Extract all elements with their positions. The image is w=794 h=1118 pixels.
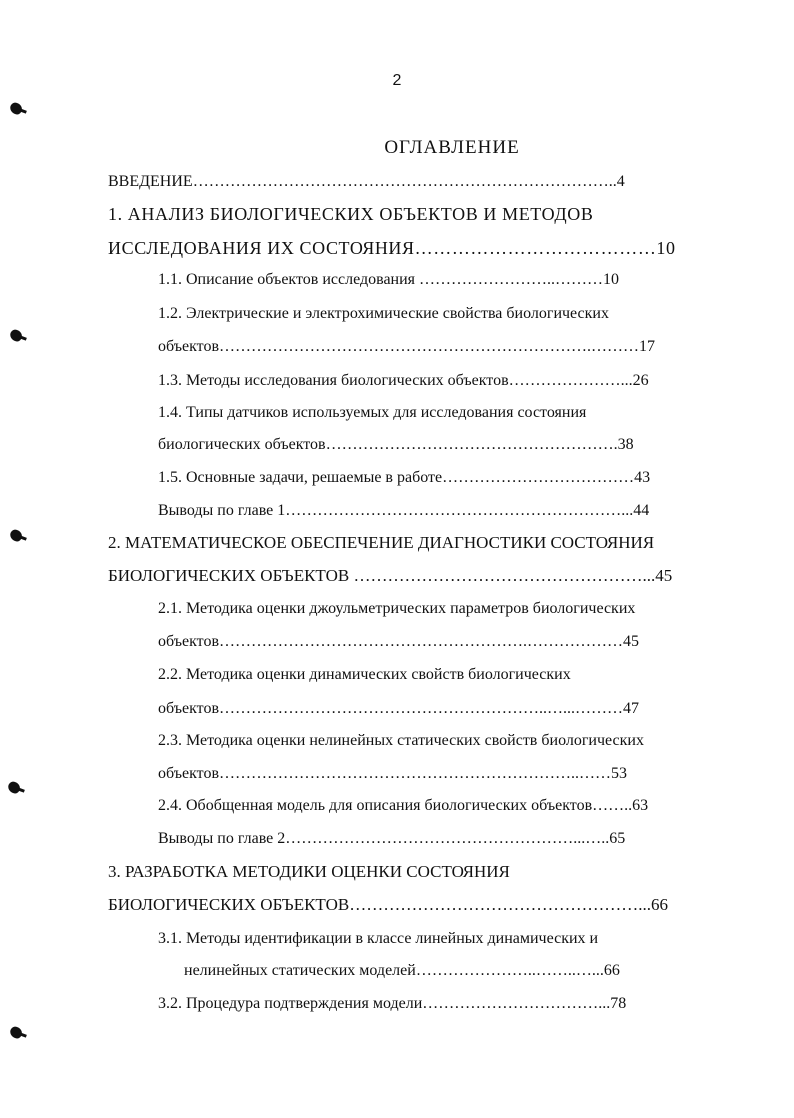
toc-entry: 1.3. Методы исследования биологических объектов…………………...26: [158, 372, 649, 389]
toc-entry: объектов…………………………………………………………..……53: [158, 765, 628, 782]
toc-entry: 1.1. Описание объектов исследования ……………………..………10: [158, 271, 620, 288]
toc-entry: 1.4. Типы датчиков используемых для исследования состояния: [158, 404, 587, 421]
page-number: 2: [392, 72, 402, 89]
binding-hole-mark: [8, 528, 23, 542]
binding-hole-mark: [8, 328, 23, 342]
binding-hole-mark: [8, 101, 23, 115]
toc-entry: 2.2. Методика оценки динамических свойств биологических: [158, 666, 571, 683]
toc-entry: 3.2. Процедура подтверждения модели……………………………...78: [158, 995, 627, 1012]
toc-entry: объектов………………………………………………….………………45: [158, 633, 640, 650]
toc-entry: 1. АНАЛИЗ БИОЛОГИЧЕСКИХ ОБЪЕКТОВ И МЕТОДОВ: [108, 204, 594, 224]
toc-entry: 2.4. Обобщенная модель для описания биологических объектов……..63: [158, 797, 649, 814]
toc-entry: Выводы по главе 1………………………………………………………...44: [158, 502, 650, 519]
toc-entry: 2.1. Методика оценки джоульметрических параметров биологических: [158, 600, 636, 617]
toc-entry: 2. МАТЕМАТИЧЕСКОЕ ОБЕСПЕЧЕНИЕ ДИАГНОСТИКИ СОСТОЯНИЯ: [108, 533, 655, 552]
toc-entry: 3.1. Методы идентификации в классе линейных динамических и: [158, 930, 599, 947]
toc-entry: объектов……………………………………………………..…...………47: [158, 700, 640, 717]
toc-entry: 1.2. Электрические и электрохимические свойства биологических: [158, 305, 609, 322]
toc-entry: объектов…………………………………………………………….………17: [158, 338, 656, 355]
binding-hole-mark: [8, 1025, 23, 1039]
toc-entry: ВВЕДЕНИЕ……………………………………………………………………..4: [108, 173, 625, 190]
toc-entry: биологических объектов……………………………………………….38: [158, 436, 634, 453]
toc-entry: БИОЛОГИЧЕСКИХ ОБЪЕКТОВ……………………………………………...66: [108, 895, 668, 914]
toc-entry: 3. РАЗРАБОТКА МЕТОДИКИ ОЦЕНКИ СОСТОЯНИЯ: [108, 862, 510, 881]
toc-title: ОГЛАВЛЕНИЕ: [384, 137, 520, 158]
toc-entry: 1.5. Основные задачи, решаемые в работе………………………………43: [158, 469, 651, 486]
toc-entry: нелинейных статических моделей…………………..……..…...66: [184, 962, 620, 979]
toc-entry: БИОЛОГИЧЕСКИХ ОБЪЕКТОВ ……………………………………………...45: [108, 566, 673, 585]
toc-entry: 2.3. Методика оценки нелинейных статических свойств биологических: [158, 732, 644, 749]
binding-hole-mark: [6, 780, 21, 794]
toc-entry: Выводы по главе 2………………………………………………...…..65: [158, 830, 626, 847]
toc-entry: ИССЛЕДОВАНИЯ ИХ СОСТОЯНИЯ…………………………………10: [108, 238, 676, 258]
